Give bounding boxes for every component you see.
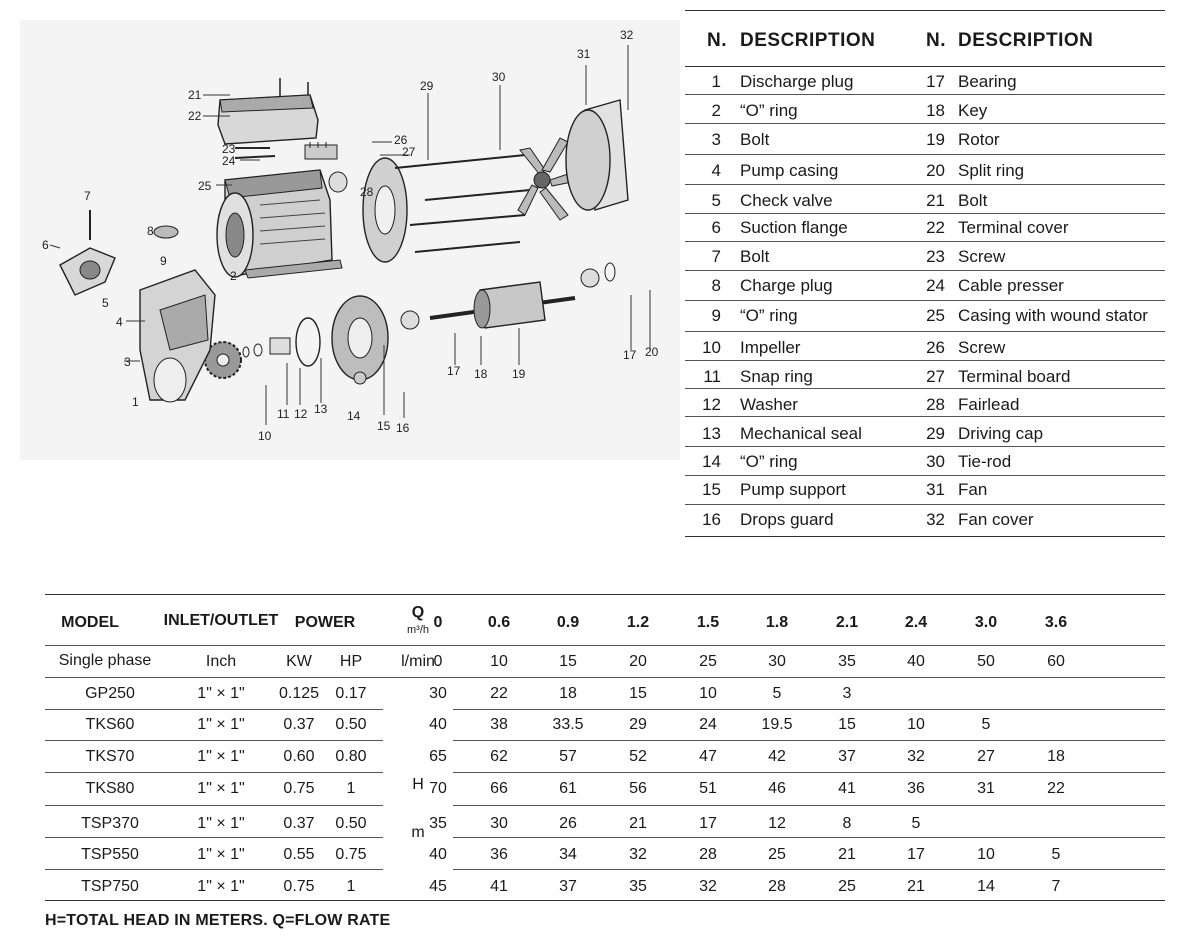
model-name: GP250 <box>85 685 135 702</box>
inlet-outlet-size: 1" × 1" <box>197 846 245 863</box>
callout-17: 17 <box>447 364 461 378</box>
head-value: 37 <box>838 748 856 765</box>
callout-5: 5 <box>102 296 109 310</box>
head-value: 17 <box>907 846 925 863</box>
callout-24: 24 <box>222 154 236 168</box>
head-value: 31 <box>977 780 995 797</box>
flow-rate-value: 0.9 <box>556 614 580 631</box>
head-value: 30 <box>490 815 508 832</box>
inlet-outlet-size: 1" × 1" <box>197 748 245 765</box>
part-description: Bolt <box>958 191 988 210</box>
row-divider <box>685 360 1165 361</box>
head-value: 42 <box>768 748 786 765</box>
perf-bottom-rule <box>45 900 1165 901</box>
part-description: Check valve <box>740 191 833 210</box>
row-divider <box>685 154 1165 155</box>
power-hp: 0.17 <box>335 685 367 702</box>
callout-17b: 17 <box>623 348 637 362</box>
head-value: 61 <box>559 780 577 797</box>
part-description: Key <box>958 101 988 120</box>
flow-rate-value: 1.2 <box>626 614 650 631</box>
callout-28: 28 <box>360 185 374 199</box>
head-value: 22 <box>1047 780 1065 797</box>
row-divider <box>45 740 383 741</box>
part-description: Drops guard <box>740 510 834 529</box>
head-value: 40 <box>429 716 447 733</box>
callout-7: 7 <box>84 189 91 203</box>
callout-25: 25 <box>198 179 212 193</box>
row-divider <box>685 123 1165 124</box>
head-value: 41 <box>490 878 508 895</box>
charge-plug-drawing <box>154 226 178 238</box>
callout-2: 2 <box>230 269 237 283</box>
callout-10: 10 <box>258 429 272 443</box>
row-divider <box>685 213 1165 214</box>
model-name: TKS60 <box>85 716 135 733</box>
part-number: 7 <box>711 247 721 266</box>
inlet-outlet-size: 1" × 1" <box>197 685 245 702</box>
part-number: 21 <box>926 191 945 210</box>
head-value: 28 <box>768 878 786 895</box>
head-value: 15 <box>629 685 647 702</box>
callout-12: 12 <box>294 407 308 421</box>
row-divider <box>685 504 1165 505</box>
perf-top-rule <box>45 594 1165 595</box>
row-divider <box>453 805 1165 806</box>
callout-13: 13 <box>314 402 328 416</box>
part-number: 18 <box>926 101 945 120</box>
head-value: 21 <box>629 815 647 832</box>
row-divider <box>685 241 1165 242</box>
header-description-right: DESCRIPTION <box>958 30 1094 51</box>
header-power: POWER <box>294 614 356 631</box>
flow-rate-value: 3.6 <box>1044 614 1068 631</box>
row-divider <box>45 772 383 773</box>
head-value: 46 <box>768 780 786 797</box>
part-description: Bolt <box>740 130 770 149</box>
head-value: 51 <box>699 780 717 797</box>
head-value: 25 <box>768 846 786 863</box>
subheader-kw: KW <box>286 653 312 670</box>
row-divider <box>453 837 1165 838</box>
power-kw: 0.37 <box>283 815 315 832</box>
part-description: Fan <box>958 480 988 499</box>
part-number: 15 <box>702 480 721 499</box>
head-value: 29 <box>629 716 647 733</box>
model-name: TSP750 <box>81 878 139 895</box>
subheader-inch: Inch <box>205 653 237 670</box>
head-value: 5 <box>911 815 921 832</box>
subheader-lmin: l/min <box>401 653 435 670</box>
flow-rate-value: 1.5 <box>696 614 720 631</box>
part-number: 5 <box>711 191 721 210</box>
head-value: 21 <box>907 878 925 895</box>
head-value: 7 <box>1051 878 1061 895</box>
callout-32: 32 <box>620 28 634 42</box>
part-number: 29 <box>926 424 945 443</box>
head-value: 24 <box>699 716 717 733</box>
head-value: 36 <box>490 846 508 863</box>
perf-header-rule <box>45 645 1165 646</box>
part-number: 3 <box>711 130 721 149</box>
head-unit: m <box>411 824 425 841</box>
table-bottom-rule <box>685 536 1165 537</box>
row-divider <box>453 869 1165 870</box>
part-description: “O” ring <box>740 452 798 471</box>
power-hp: 0.50 <box>335 815 367 832</box>
part-number: 17 <box>926 72 945 91</box>
lmin-value: 0 <box>433 653 443 670</box>
part-number: 19 <box>926 130 945 149</box>
part-description: Suction flange <box>740 218 848 237</box>
row-divider <box>685 416 1165 417</box>
part-number: 26 <box>926 338 945 357</box>
part-number: 13 <box>702 424 721 443</box>
part-number: 14 <box>702 452 721 471</box>
head-value: 40 <box>429 846 447 863</box>
header-no-right: N. <box>926 30 946 51</box>
inlet-outlet-size: 1" × 1" <box>197 780 245 797</box>
power-hp: 1 <box>346 780 356 797</box>
head-value: 12 <box>768 815 786 832</box>
head-value: 10 <box>907 716 925 733</box>
part-description: “O” ring <box>740 306 798 325</box>
header-q-unit: m³/h <box>407 624 429 636</box>
model-name: TKS80 <box>85 780 135 797</box>
header-no-left: N. <box>707 30 727 51</box>
exploded-pump-diagram <box>20 20 680 460</box>
part-description: “O” ring <box>740 101 798 120</box>
row-divider <box>685 388 1165 389</box>
diagram-background <box>20 20 680 460</box>
callout-20: 20 <box>645 345 659 359</box>
callout-8: 8 <box>147 224 154 238</box>
part-description: Bearing <box>958 72 1017 91</box>
head-value: 26 <box>559 815 577 832</box>
callout-1: 1 <box>132 395 139 409</box>
head-value: 34 <box>559 846 577 863</box>
power-hp: 0.80 <box>335 748 367 765</box>
header-q: Q <box>411 604 425 621</box>
head-value: 15 <box>838 716 856 733</box>
mechanical-seal-drawing <box>270 338 290 354</box>
callout-9: 9 <box>160 254 167 268</box>
head-value: 52 <box>629 748 647 765</box>
part-number: 16 <box>702 510 721 529</box>
header-inlet-outlet: INLET/OUTLET <box>163 612 279 629</box>
callout-31: 31 <box>577 47 591 61</box>
inlet-outlet-size: 1" × 1" <box>197 878 245 895</box>
callout-3: 3 <box>124 355 131 369</box>
part-description: Charge plug <box>740 276 833 295</box>
power-kw: 0.75 <box>283 780 315 797</box>
row-divider <box>685 475 1165 476</box>
callout-27: 27 <box>402 145 416 159</box>
footnote: H=TOTAL HEAD IN METERS. Q=FLOW RATE <box>45 912 391 929</box>
head-value: 47 <box>699 748 717 765</box>
part-description: Washer <box>740 395 798 414</box>
row-divider <box>685 331 1165 332</box>
row-divider <box>45 869 383 870</box>
head-value: 35 <box>629 878 647 895</box>
part-description: Mechanical seal <box>740 424 862 443</box>
row-divider <box>45 709 383 710</box>
head-value: 32 <box>699 878 717 895</box>
part-number: 22 <box>926 218 945 237</box>
part-description: Driving cap <box>958 424 1044 443</box>
head-value: 17 <box>699 815 717 832</box>
part-description: Pump support <box>740 480 846 499</box>
part-description: Screw <box>958 247 1006 266</box>
part-description: Pump casing <box>740 161 839 180</box>
row-divider <box>685 446 1165 447</box>
row-divider <box>685 300 1165 301</box>
lmin-value: 25 <box>699 653 717 670</box>
part-description: Fan cover <box>958 510 1034 529</box>
motor-casing-drawing <box>217 170 342 278</box>
callout-18: 18 <box>474 367 488 381</box>
head-value: 25 <box>838 878 856 895</box>
lmin-value: 15 <box>559 653 577 670</box>
inlet-outlet-size: 1" × 1" <box>197 815 245 832</box>
head-value: 41 <box>838 780 856 797</box>
head-value: 10 <box>977 846 995 863</box>
row-divider <box>453 709 1165 710</box>
part-description: Tie-rod <box>958 452 1012 471</box>
head-value: 8 <box>842 815 852 832</box>
power-kw: 0.125 <box>278 685 320 702</box>
row-divider <box>685 94 1165 95</box>
lmin-value: 35 <box>838 653 856 670</box>
header-model: MODEL <box>61 614 119 631</box>
row-divider <box>453 740 1165 741</box>
callout-15: 15 <box>377 419 391 433</box>
part-number: 1 <box>711 72 721 91</box>
driving-cap-drawing <box>363 158 407 262</box>
head-value: 32 <box>907 748 925 765</box>
part-description: Cable presser <box>958 276 1064 295</box>
callout-30: 30 <box>492 70 506 84</box>
head-value: 56 <box>629 780 647 797</box>
head-value: 57 <box>559 748 577 765</box>
power-kw: 0.55 <box>283 846 315 863</box>
lmin-value: 60 <box>1047 653 1065 670</box>
head-value: 62 <box>490 748 508 765</box>
row-divider <box>685 270 1165 271</box>
part-description: Terminal cover <box>958 218 1069 237</box>
part-number: 23 <box>926 247 945 266</box>
head-value: 45 <box>429 878 447 895</box>
head-value: 33.5 <box>552 716 584 733</box>
part-number: 31 <box>926 480 945 499</box>
callout-22: 22 <box>188 109 202 123</box>
callout-21: 21 <box>188 88 202 102</box>
flow-rate-value: 1.8 <box>765 614 789 631</box>
head-value: 32 <box>629 846 647 863</box>
head-value: 18 <box>559 685 577 702</box>
head-value: 37 <box>559 878 577 895</box>
part-number: 28 <box>926 395 945 414</box>
head-value: 36 <box>907 780 925 797</box>
power-hp: 0.75 <box>335 846 367 863</box>
part-description: Screw <box>958 338 1006 357</box>
flow-rate-value: 2.4 <box>904 614 928 631</box>
table-header-rule <box>685 66 1165 67</box>
part-description: Discharge plug <box>740 72 854 91</box>
head-value: 5 <box>1051 846 1061 863</box>
head-value: 21 <box>838 846 856 863</box>
subheader-single-phase: Single phase <box>58 652 152 669</box>
head-value: 5 <box>772 685 782 702</box>
part-number: 32 <box>926 510 945 529</box>
power-kw: 0.37 <box>283 716 315 733</box>
part-number: 4 <box>711 161 721 180</box>
bearing-front-drawing <box>401 311 419 329</box>
head-value: 66 <box>490 780 508 797</box>
head-value: 19.5 <box>761 716 793 733</box>
head-value: 22 <box>490 685 508 702</box>
part-description: Snap ring <box>740 367 813 386</box>
model-name: TKS70 <box>85 748 135 765</box>
part-number: 25 <box>926 306 945 325</box>
row-divider <box>685 184 1165 185</box>
head-value: 27 <box>977 748 995 765</box>
callout-29: 29 <box>420 79 434 93</box>
head-value: 3 <box>842 685 852 702</box>
part-number: 2 <box>711 101 721 120</box>
part-description: Casing with wound stator <box>958 306 1148 325</box>
head-value: 35 <box>429 815 447 832</box>
power-hp: 1 <box>346 878 356 895</box>
row-divider <box>45 837 383 838</box>
row-divider <box>453 772 1165 773</box>
head-label: H <box>412 776 424 793</box>
head-value: 38 <box>490 716 508 733</box>
lmin-value: 20 <box>629 653 647 670</box>
part-number: 20 <box>926 161 945 180</box>
head-value: 10 <box>699 685 717 702</box>
part-description: Bolt <box>740 247 770 266</box>
power-kw: 0.60 <box>283 748 315 765</box>
part-number: 24 <box>926 276 945 295</box>
part-number: 11 <box>703 367 721 386</box>
head-value: 14 <box>977 878 995 895</box>
power-kw: 0.75 <box>283 878 315 895</box>
part-number: 8 <box>711 276 721 295</box>
callout-26: 26 <box>394 133 408 147</box>
header-description-left: DESCRIPTION <box>740 30 876 51</box>
callout-4: 4 <box>116 315 123 329</box>
callout-14: 14 <box>347 409 361 423</box>
callout-11: 11 <box>277 407 290 421</box>
part-description: Split ring <box>958 161 1025 180</box>
head-value: 70 <box>429 780 447 797</box>
flow-rate-value: 3.0 <box>974 614 998 631</box>
part-number: 30 <box>926 452 945 471</box>
flow-rate-value: 0.6 <box>487 614 511 631</box>
callout-6: 6 <box>42 238 49 252</box>
part-description: Impeller <box>740 338 801 357</box>
lmin-value: 10 <box>490 653 508 670</box>
callout-16: 16 <box>396 421 410 435</box>
row-divider <box>45 805 383 806</box>
flow-rate-value: 2.1 <box>835 614 859 631</box>
head-value: 5 <box>981 716 991 733</box>
head-value: 65 <box>429 748 447 765</box>
inlet-outlet-size: 1" × 1" <box>197 716 245 733</box>
model-name: TSP550 <box>81 846 139 863</box>
part-number: 9 <box>711 306 721 325</box>
lmin-value: 50 <box>977 653 995 670</box>
subheader-hp: HP <box>339 653 363 670</box>
head-value: 30 <box>429 685 447 702</box>
part-number: 27 <box>926 367 945 386</box>
lmin-value: 30 <box>768 653 786 670</box>
flow-rate-value: 0 <box>433 614 443 631</box>
model-name: TSP370 <box>81 815 139 832</box>
part-description: Fairlead <box>958 395 1020 414</box>
part-description: Terminal board <box>958 367 1071 386</box>
head-value: 18 <box>1047 748 1065 765</box>
callout-23: 23 <box>222 142 236 156</box>
callout-19: 19 <box>512 367 526 381</box>
part-number: 6 <box>711 218 721 237</box>
part-number: 10 <box>702 338 721 357</box>
part-description: Rotor <box>958 130 1000 149</box>
head-value: 28 <box>699 846 717 863</box>
power-hp: 0.50 <box>335 716 367 733</box>
bearing-rear-drawing <box>581 269 599 287</box>
lmin-value: 40 <box>907 653 925 670</box>
fairlead-drawing <box>329 172 347 192</box>
perf-subheader-rule <box>45 677 1165 678</box>
table-top-rule <box>685 10 1165 11</box>
part-number: 12 <box>702 395 721 414</box>
